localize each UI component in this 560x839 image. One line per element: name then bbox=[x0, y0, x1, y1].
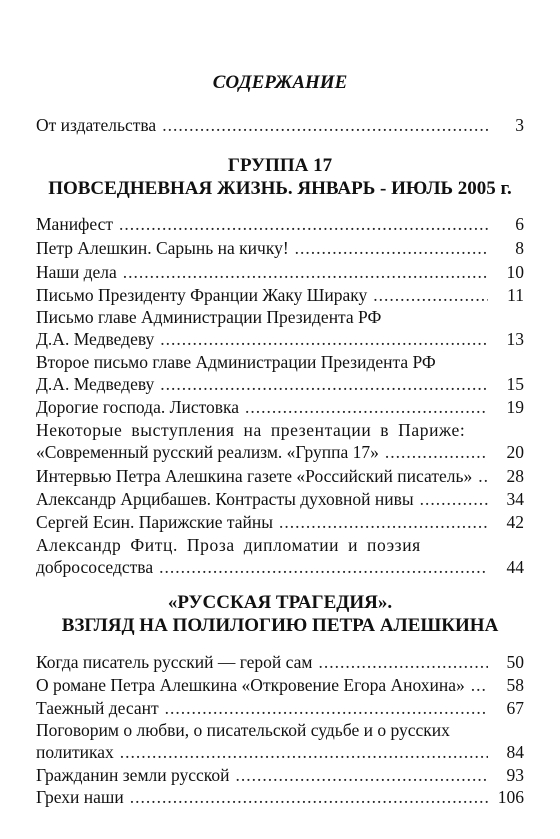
dot-leader bbox=[319, 651, 489, 673]
toc-entry[interactable] bbox=[36, 719, 524, 763]
dot-leader bbox=[162, 114, 488, 136]
toc-entry[interactable] bbox=[36, 534, 524, 578]
toc-entry[interactable] bbox=[36, 488, 524, 510]
entry-page: 11 bbox=[507, 285, 524, 305]
entry-title: Когда писатель русский — герой сам bbox=[36, 652, 313, 672]
entry-title: Петр Алешкин. Сарынь на кичку! bbox=[36, 238, 289, 258]
dot-leader bbox=[165, 697, 488, 719]
dot-leader bbox=[385, 441, 488, 463]
entry-page: 50 bbox=[506, 652, 524, 672]
entry-page: 13 bbox=[506, 329, 524, 349]
section-1-heading-1: ГРУППА 17 bbox=[227, 155, 333, 176]
entry-title: От издательства bbox=[36, 115, 157, 135]
entry-title: Сергей Есин. Парижские тайны bbox=[36, 512, 273, 532]
dot-leader bbox=[373, 284, 488, 306]
dot-leader bbox=[119, 213, 488, 235]
entry-page: 106 bbox=[497, 787, 524, 807]
entry-title: Грехи наши bbox=[36, 787, 124, 807]
entry-title: добрососедства bbox=[36, 557, 154, 577]
entry-title: Д.А. Медведеву bbox=[36, 374, 155, 394]
entry-page: 44 bbox=[506, 557, 524, 577]
entry-page: 19 bbox=[506, 397, 524, 417]
dot-leader bbox=[130, 786, 488, 808]
entry-page: 8 bbox=[515, 238, 524, 258]
entry-title-line-1: Второе письмо главе Администрации Президента РФ bbox=[36, 352, 436, 372]
toc-entry[interactable] bbox=[36, 786, 524, 808]
toc-entry[interactable] bbox=[36, 284, 524, 306]
toc-entry[interactable] bbox=[36, 396, 524, 418]
entry-page: 84 bbox=[506, 742, 524, 762]
dot-leader bbox=[245, 396, 488, 418]
toc-entry[interactable] bbox=[36, 764, 524, 786]
entry-title-line-1: Некоторые выступления на презентации в Париже: bbox=[36, 420, 466, 440]
dot-leader bbox=[471, 674, 488, 696]
toc-entry[interactable] bbox=[36, 465, 524, 487]
toc-entry[interactable] bbox=[36, 306, 524, 350]
dot-leader bbox=[295, 237, 488, 259]
toc-entry[interactable] bbox=[36, 419, 524, 463]
toc-entry[interactable] bbox=[36, 351, 524, 395]
entry-title: Интервью Петра Алешкина газете «Российский писатель» bbox=[36, 466, 473, 486]
entry-page: 10 bbox=[506, 262, 524, 282]
entry-page: 93 bbox=[506, 765, 524, 785]
entry-title: Наши дела bbox=[36, 262, 117, 282]
section-1-heading-2: ПОВСЕДНЕВНАЯ ЖИЗНЬ. ЯНВАРЬ - ИЮЛЬ 2005 г. bbox=[48, 178, 512, 199]
toc-entry[interactable] bbox=[36, 697, 524, 719]
entry-page: 6 bbox=[515, 214, 524, 234]
dot-leader bbox=[236, 764, 488, 786]
dot-leader bbox=[160, 328, 488, 350]
entry-page: 67 bbox=[506, 698, 524, 718]
entry-title: Д.А. Медведеву bbox=[36, 329, 155, 349]
entry-title: «Современный русский реализм. «Группа 17» bbox=[36, 442, 379, 462]
entry-title: Гражданин земли русской bbox=[36, 765, 230, 785]
entry-title: политиках bbox=[36, 742, 114, 762]
toc-entry[interactable] bbox=[36, 237, 524, 259]
entry-page: 15 bbox=[506, 374, 524, 394]
dot-leader bbox=[160, 373, 488, 395]
entry-page: 3 bbox=[515, 115, 524, 135]
toc-entry[interactable] bbox=[36, 261, 524, 283]
dot-leader bbox=[420, 488, 488, 510]
entry-title-line-1: Поговорим о любви, о писательской судьбе и о русских bbox=[36, 720, 450, 740]
dot-leader bbox=[123, 261, 488, 283]
entry-title: Манифест bbox=[36, 214, 114, 234]
toc-entry[interactable] bbox=[36, 213, 524, 235]
toc-entry[interactable] bbox=[36, 511, 524, 533]
entry-page: 28 bbox=[506, 466, 524, 486]
dot-leader bbox=[478, 465, 488, 487]
toc-entry-intro[interactable] bbox=[36, 114, 524, 136]
entry-page: 58 bbox=[506, 675, 524, 695]
entry-page: 34 bbox=[506, 489, 524, 509]
dot-leader bbox=[159, 556, 488, 578]
section-2-heading-1: «РУССКАЯ ТРАГЕДИЯ». bbox=[167, 592, 393, 613]
entry-page: 20 bbox=[506, 442, 524, 462]
toc-entry[interactable] bbox=[36, 651, 524, 673]
toc-entry[interactable] bbox=[36, 674, 524, 696]
page-title: СОДЕРЖАНИЕ bbox=[212, 72, 348, 93]
entry-title: О романе Петра Алешкина «Откровение Егора Анохина» bbox=[36, 675, 465, 695]
entry-page: 42 bbox=[506, 512, 524, 532]
entry-title: Александр Арцибашев. Контрасты духовной нивы bbox=[36, 489, 414, 509]
entry-title: Дорогие господа. Листовка bbox=[36, 397, 240, 417]
entry-title: Письмо Президенту Франции Жаку Шираку bbox=[36, 285, 368, 305]
entry-title-line-1: Александр Фитц. Проза дипломатии и поэзия bbox=[36, 535, 421, 555]
dot-leader bbox=[120, 741, 488, 763]
entry-title: Таежный десант bbox=[36, 698, 159, 718]
entry-title-line-1: Письмо главе Администрации Президента РФ bbox=[36, 307, 382, 327]
section-2-heading-2: ВЗГЛЯД НА ПОЛИЛОГИЮ ПЕТРА АЛЕШКИНА bbox=[61, 615, 499, 636]
dot-leader bbox=[279, 511, 488, 533]
